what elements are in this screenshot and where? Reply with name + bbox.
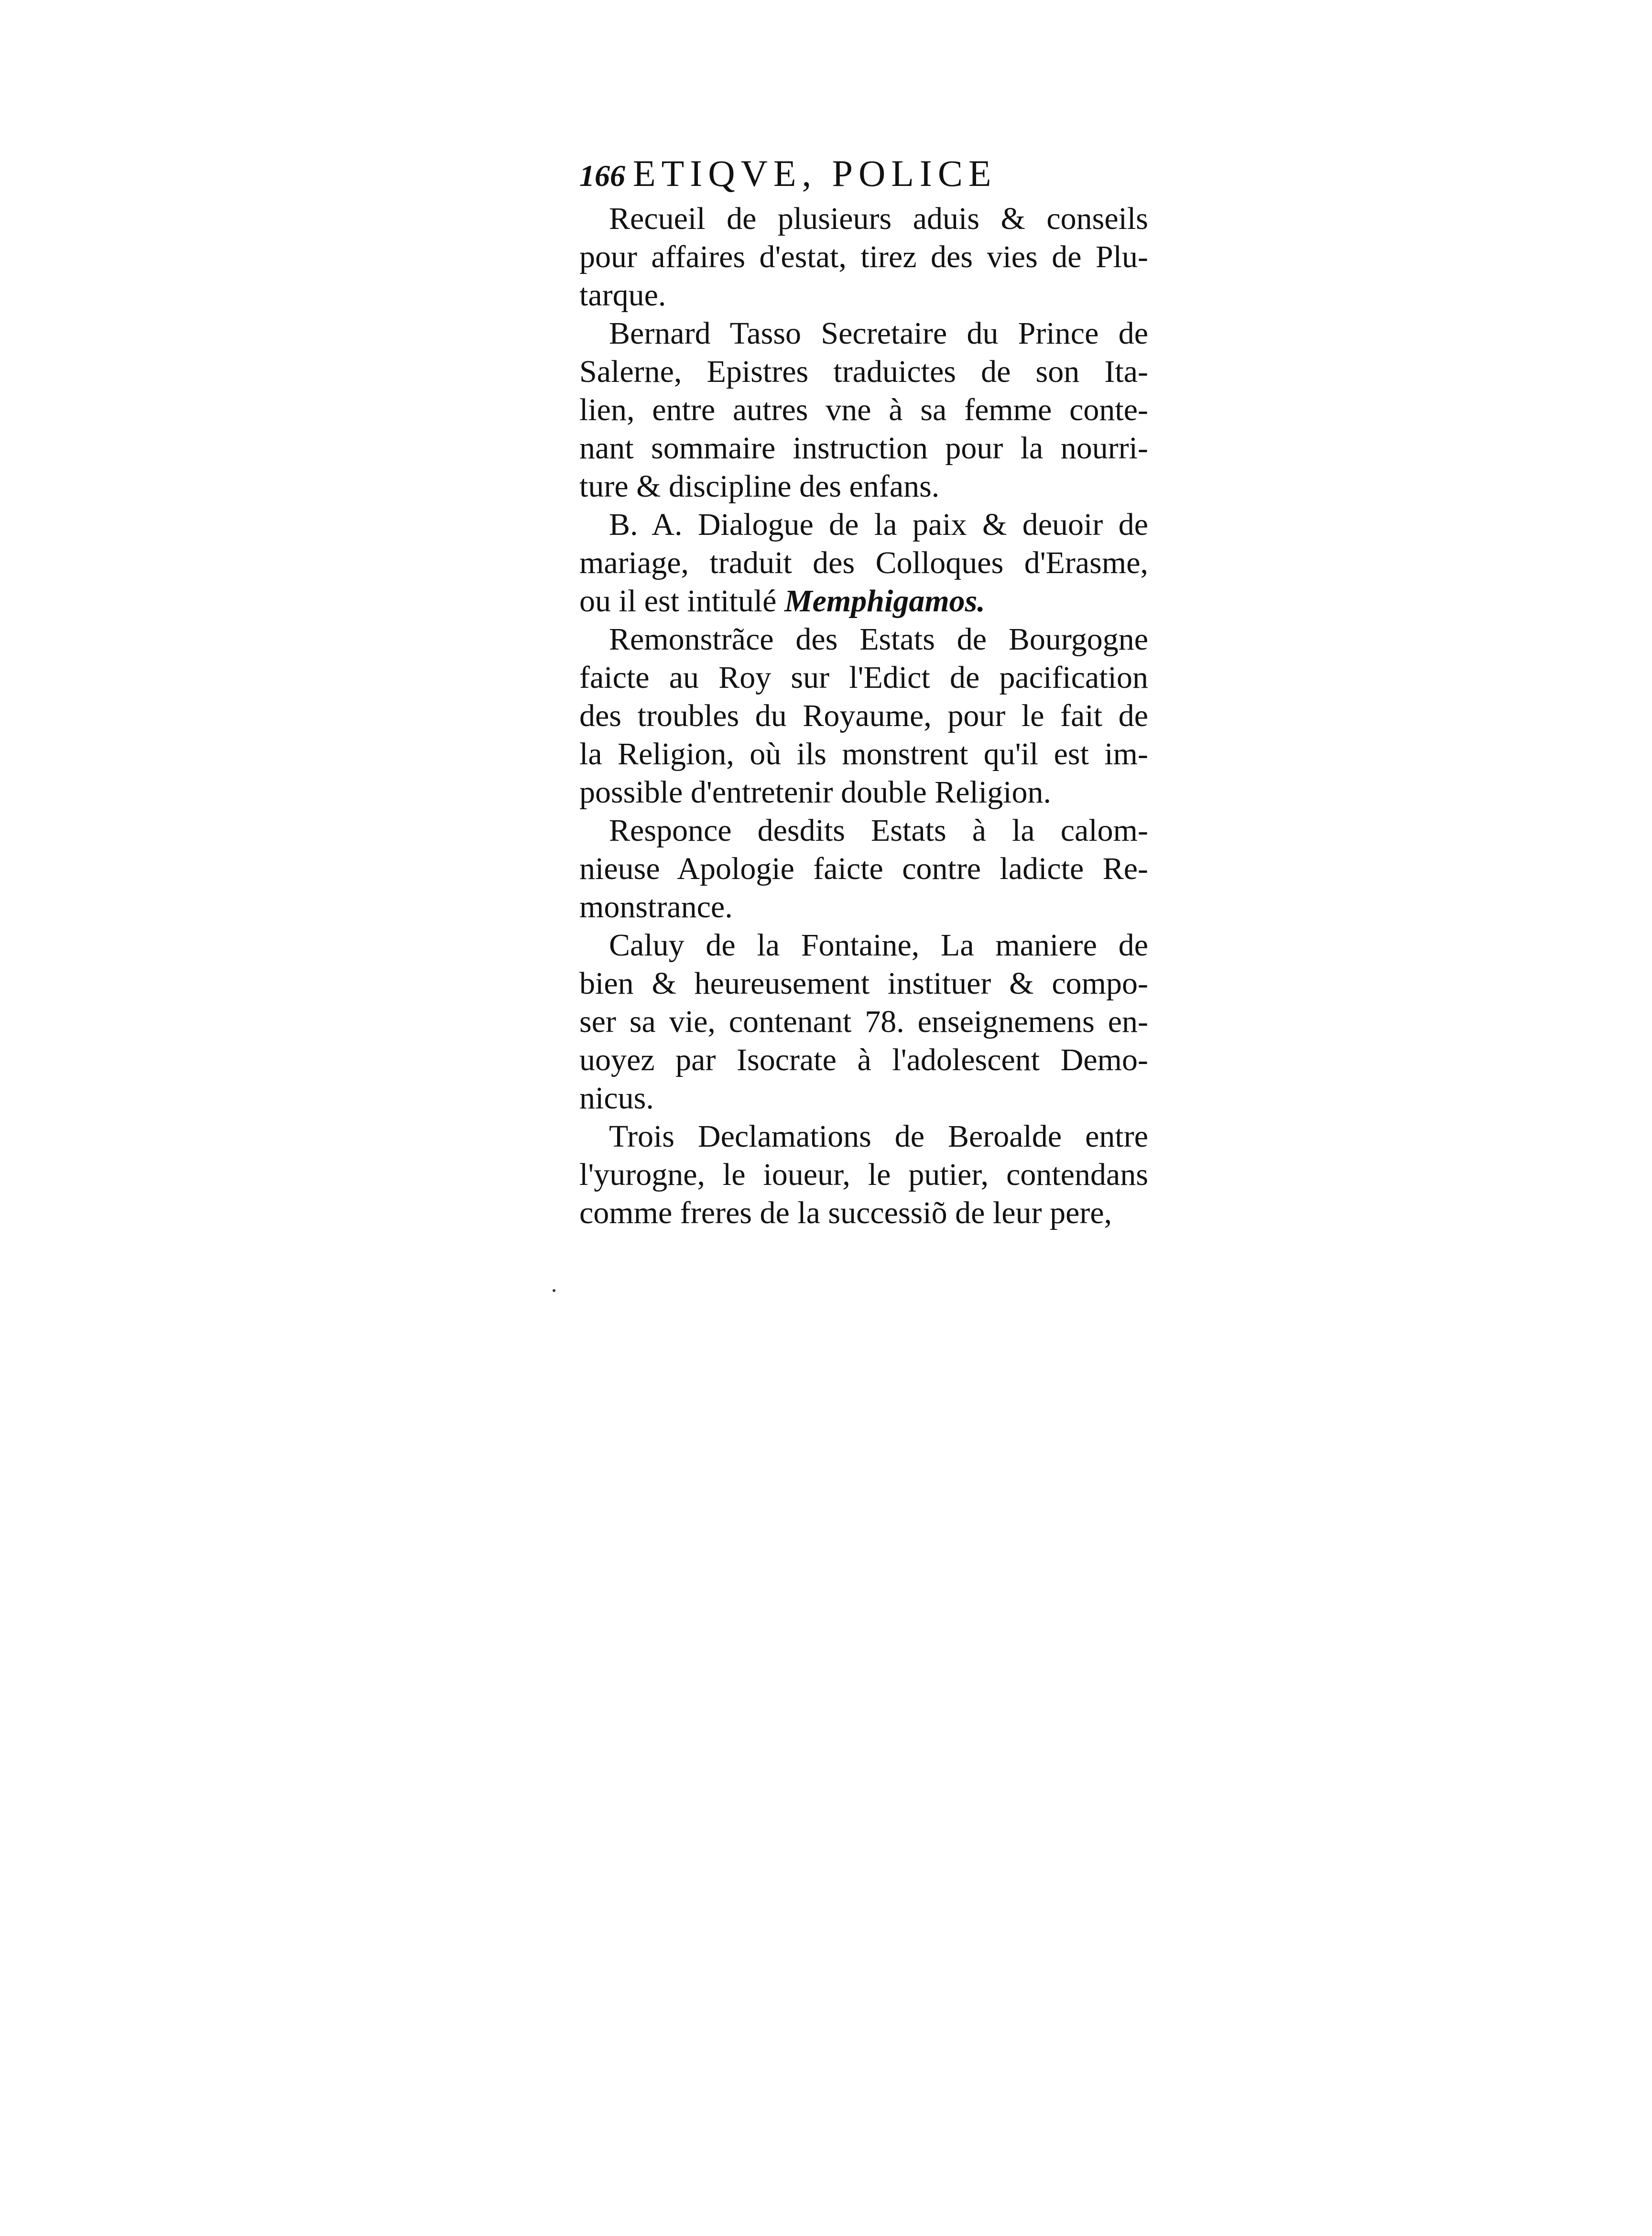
entry-line xyxy=(579,429,1148,467)
entry-line-text: possible d'entretenir double Religion. xyxy=(579,775,1052,810)
entry-line-text: ture & discipline des enfans. xyxy=(579,469,940,504)
entry-line xyxy=(579,659,1148,697)
entry-line xyxy=(579,238,1148,276)
text-block xyxy=(579,152,1148,1232)
entry-line-text: Bernard Tasso Secretaire du Prince de xyxy=(609,316,1148,351)
entry-line xyxy=(579,200,1148,238)
entry-line xyxy=(579,888,1148,926)
entry-line xyxy=(579,735,1148,773)
entry-line xyxy=(579,391,1148,429)
entries-list xyxy=(579,200,1148,1232)
running-title: ETIQVE, POLICE xyxy=(633,152,997,194)
entry-line-text: nicus. xyxy=(579,1081,654,1116)
entry-line-text: comme freres de la successiõ de leur pere, xyxy=(579,1195,1112,1230)
entry-line xyxy=(579,697,1148,735)
entry-line xyxy=(579,1003,1148,1041)
entry-line-text: tarque. xyxy=(579,278,666,313)
entry-line xyxy=(579,315,1148,353)
entry-line-text: Salerne, Epistres traduictes de son Ita- xyxy=(579,354,1148,389)
entry-line xyxy=(579,276,1148,315)
entry-line-text: bien & heureusement instituer & compo- xyxy=(579,966,1148,1001)
entry-line xyxy=(579,1118,1148,1156)
page-header xyxy=(579,152,1148,200)
entry-line xyxy=(579,773,1148,812)
entry-line xyxy=(579,1156,1148,1194)
entry-line xyxy=(579,467,1148,506)
entry-line-text: nieuse Apologie faicte contre ladicte Re- xyxy=(579,851,1148,886)
entry-line-text: mariage, traduit des Colloques d'Erasme, xyxy=(579,545,1148,580)
bibliography-entry xyxy=(579,506,1148,620)
entry-line xyxy=(579,965,1148,1003)
entry-line xyxy=(579,1079,1148,1118)
ink-speck xyxy=(553,1289,555,1292)
entry-line xyxy=(579,620,1148,659)
entry-line-text: ou il est intitulé xyxy=(579,584,777,619)
bibliography-entry xyxy=(579,620,1148,812)
page-number: 166 xyxy=(579,159,625,193)
bibliography-entry xyxy=(579,1118,1148,1232)
entry-line xyxy=(579,812,1148,850)
entry-line xyxy=(579,544,1148,582)
entry-line-text: Recueil de plusieurs aduis & conseils xyxy=(609,201,1148,236)
entry-line-text: Caluy de la Fontaine, La maniere de xyxy=(609,928,1148,963)
entry-line xyxy=(579,1194,1148,1232)
entry-line-text: ser sa vie, contenant 78. enseignemens en- xyxy=(579,1004,1148,1039)
entry-line xyxy=(579,1041,1148,1079)
entry-line-text: uoyez par Isocrate à l'adolescent Demo- xyxy=(579,1042,1148,1077)
entry-line-text: faicte au Roy sur l'Edict de pacification xyxy=(579,660,1148,695)
bibliography-entry xyxy=(579,200,1148,315)
entry-line-text: Responce desdits Estats à la calom- xyxy=(609,813,1148,848)
entry-line xyxy=(579,850,1148,888)
italic-title: Memphigamos. xyxy=(784,584,985,619)
entry-line-text: des troubles du Royaume, pour le fait de xyxy=(579,698,1148,733)
bibliography-entry xyxy=(579,812,1148,926)
bibliography-entry xyxy=(579,315,1148,506)
entry-line-text: pour affaires d'estat, tirez des vies de Plu- xyxy=(579,239,1148,274)
bibliography-entry xyxy=(579,926,1148,1118)
entry-line xyxy=(579,582,1148,620)
entry-line xyxy=(579,506,1148,544)
entry-line-text: l'yurogne, le ioueur, le putier, contendans xyxy=(579,1157,1148,1192)
entry-line-text: la Religion, où ils monstrent qu'il est im- xyxy=(579,737,1148,771)
entry-line-text: lien, entre autres vne à sa femme conte- xyxy=(579,392,1148,427)
entry-line xyxy=(579,926,1148,965)
entry-line-text: Trois Declamations de Beroalde entre xyxy=(609,1119,1148,1154)
entry-line-text: B. A. Dialogue de la paix & deuoir de xyxy=(609,507,1148,542)
entry-line-text: nant sommaire instruction pour la nourri- xyxy=(579,431,1148,466)
entry-line xyxy=(579,353,1148,391)
entry-line-text: Remonstrãce des Estats de Bourgogne xyxy=(609,622,1148,657)
entry-line-text: monstrance. xyxy=(579,890,733,924)
